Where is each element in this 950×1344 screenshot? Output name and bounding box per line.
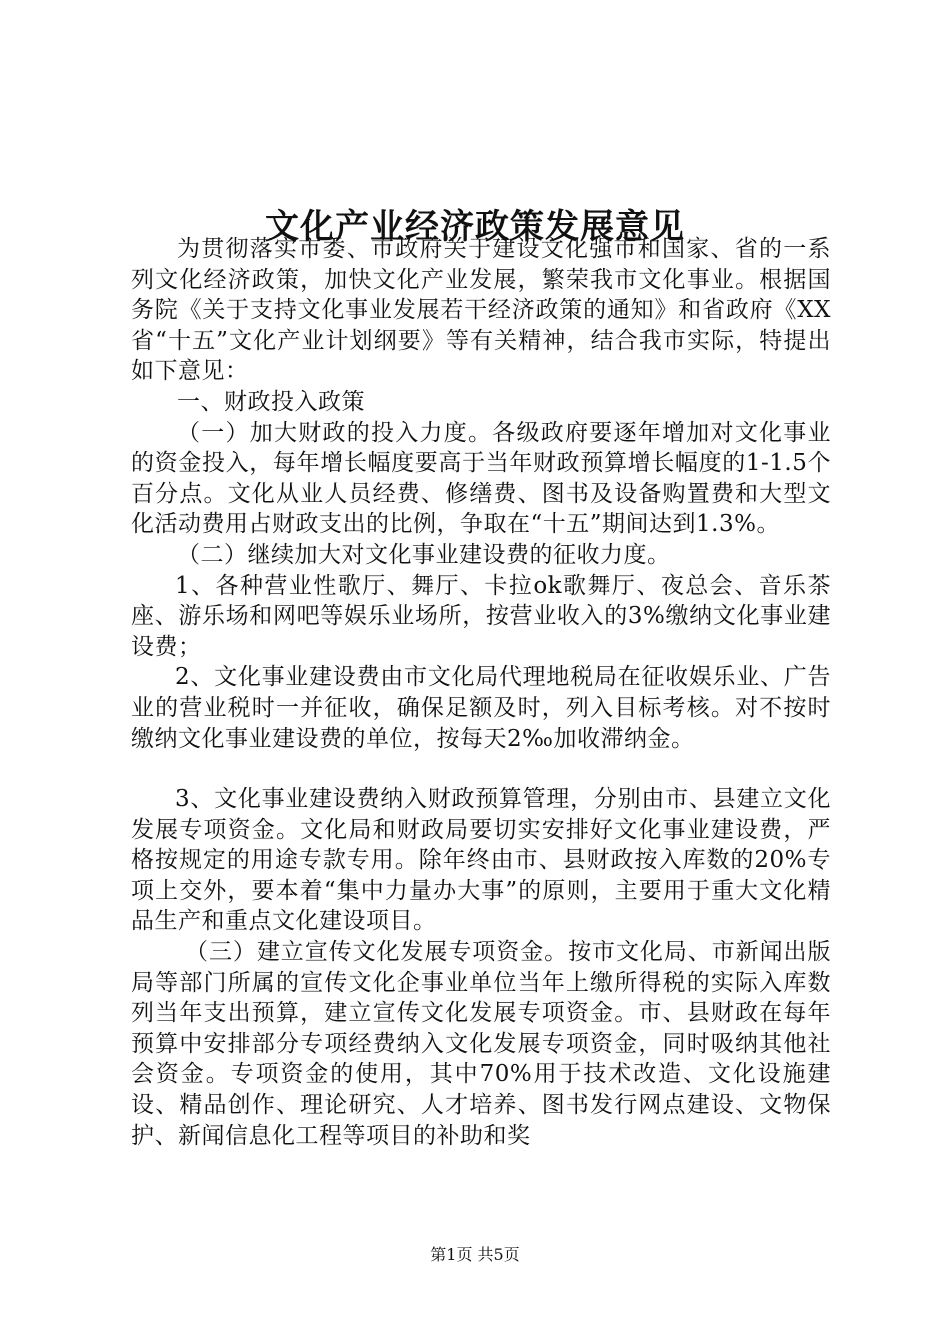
paragraph-gap (131, 754, 831, 784)
paragraph-intro: 为贯彻落实市委、市政府关于建设文化强市和国家、省的一系列文化经济政策，加快文化产业发展，繁荣我市文化事业。根据国务院《关于支持文化事业发展若干经济政策的通知》和省政府《XX省“十五”文化产业计划纲要》等有关精神，结合我市实际，特提出如下意见： (131, 236, 831, 385)
document-body (131, 234, 831, 1151)
paragraph-subitem-3: 3、文化事业建设费纳入财政预算管理，分别由市、县建立文化发展专项资金。文化局和财政局要切实安排好文化事业建设费，严格按规定的用途专款专用。除年终由市、县财政按入库数的20%专项上交外，要本着“集中力量办大事”的原则，主要用于重大文化精品生产和重点文化建设项目。 (131, 786, 831, 935)
paragraph-item-2: （二）继续加大对文化事业建设费的征收力度。 (177, 541, 671, 568)
page-footer: 第1页 共5页 (430, 1245, 520, 1264)
section-heading-fiscal-policy: 一、财政投入政策 (177, 388, 365, 415)
document-title: 文化产业经济政策发展意见 (265, 206, 685, 247)
paragraph-item-3: （三）建立宣传文化发展专项资金。按市文化局、市新闻出版局等部门所属的宣传文化企事业单位当年上缴所得税的实际入库数列当年支出预算，建立宣传文化发展专项资金。市、县财政在每年预算中安排部分专项经费纳入文化发展专项资金，同时吸纳其他社会资金。专项资金的使用，其中70%用于技术改造、文化设施建设、精品创作、理论研究、人才培养、图书发行网点建设、文物保护、新闻信息化工程等项目的补助和奖 (131, 939, 831, 1149)
paragraph-subitem-2: 2、文化事业建设费由市文化局代理地税局在征收娱乐业、广告业的营业税时一并征收，确保足额及时，列入目标考核。对不按时缴纳文化事业建设费的单位，按每天2‰加收滞纳金。 (131, 664, 831, 752)
paragraph-item-1: （一）加大财政的投入力度。各级政府要逐年增加对文化事业的资金投入，每年增长幅度要高于当年财政预算增长幅度的1-1.5个百分点。文化从业人员经费、修缮费、图书及设备购置费和大型文化活动费用占财政支出的比例，争取在“十五”期间达到1.3%。 (131, 419, 831, 538)
paragraph-subitem-1: 1、各种营业性歌厅、舞厅、卡拉ok歌舞厅、夜总会、音乐茶座、游乐场和网吧等娱乐业场所，按营业收入的3%缴纳文化事业建设费； (131, 572, 831, 660)
